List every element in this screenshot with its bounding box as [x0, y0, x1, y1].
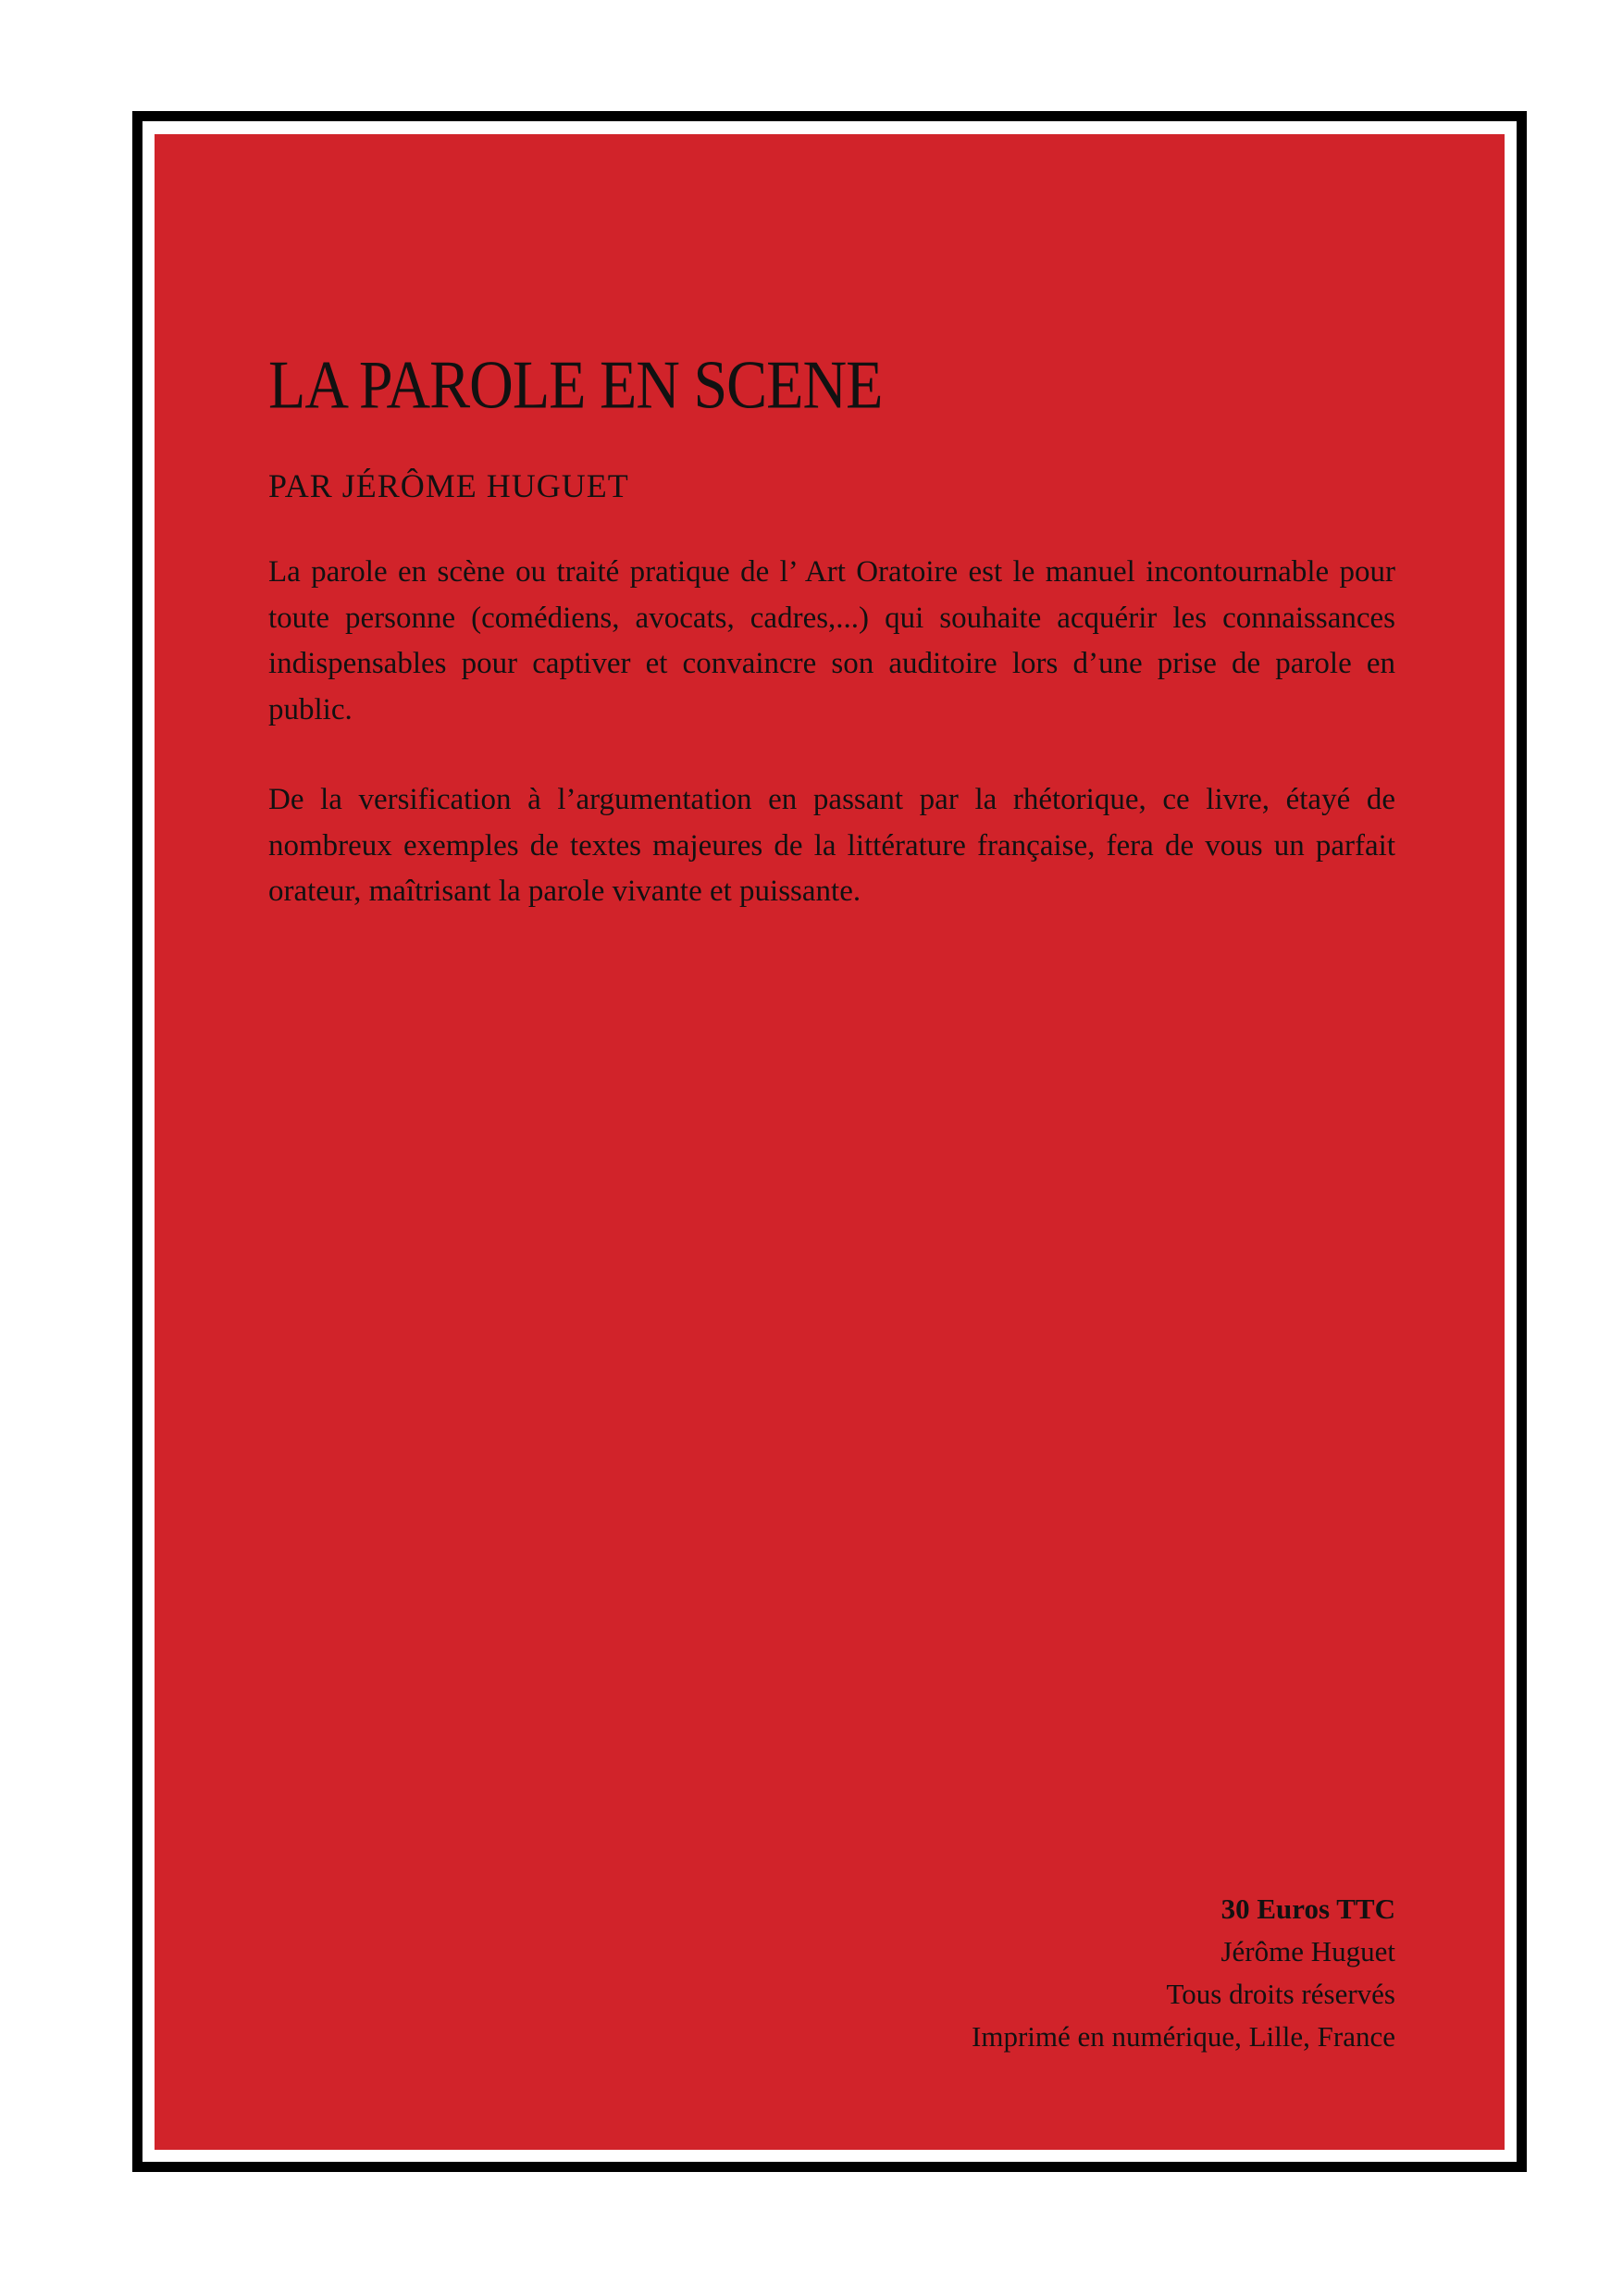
printing-info: Imprimé en numérique, Lille, France: [972, 2020, 1395, 2053]
author-name: Jérôme Huguet: [1220, 1935, 1395, 1967]
book-title: LA PAROLE EN SCENE: [268, 347, 883, 424]
description-paragraph-1: La parole en scène ou traité pratique de l’ Art Oratoire est le manuel incontournable pour toute personne (comédiens, avocats, cadres,...) qui souhaite acquérir les connaissances indispensables pour captiver et convaincre son auditoire lors d’une prise de parole en public.: [268, 555, 1395, 726]
author-byline: PAR JÉRÔME HUGUET: [268, 467, 629, 504]
colophon: [972, 1888, 1395, 2058]
price-label: 30 Euros TTC: [1220, 1893, 1395, 1925]
cover-content: [268, 347, 1395, 915]
description-paragraph-2: De la versification à l’argumentation en passant par la rhétorique, ce livre, étayé de nombreux exemples de textes majeures de la littérature française, fera de vous un parfait orateur, maîtrisant la parole vivante et puissante.: [268, 783, 1395, 908]
rights-notice: Tous droits réservés: [1166, 1978, 1395, 2010]
